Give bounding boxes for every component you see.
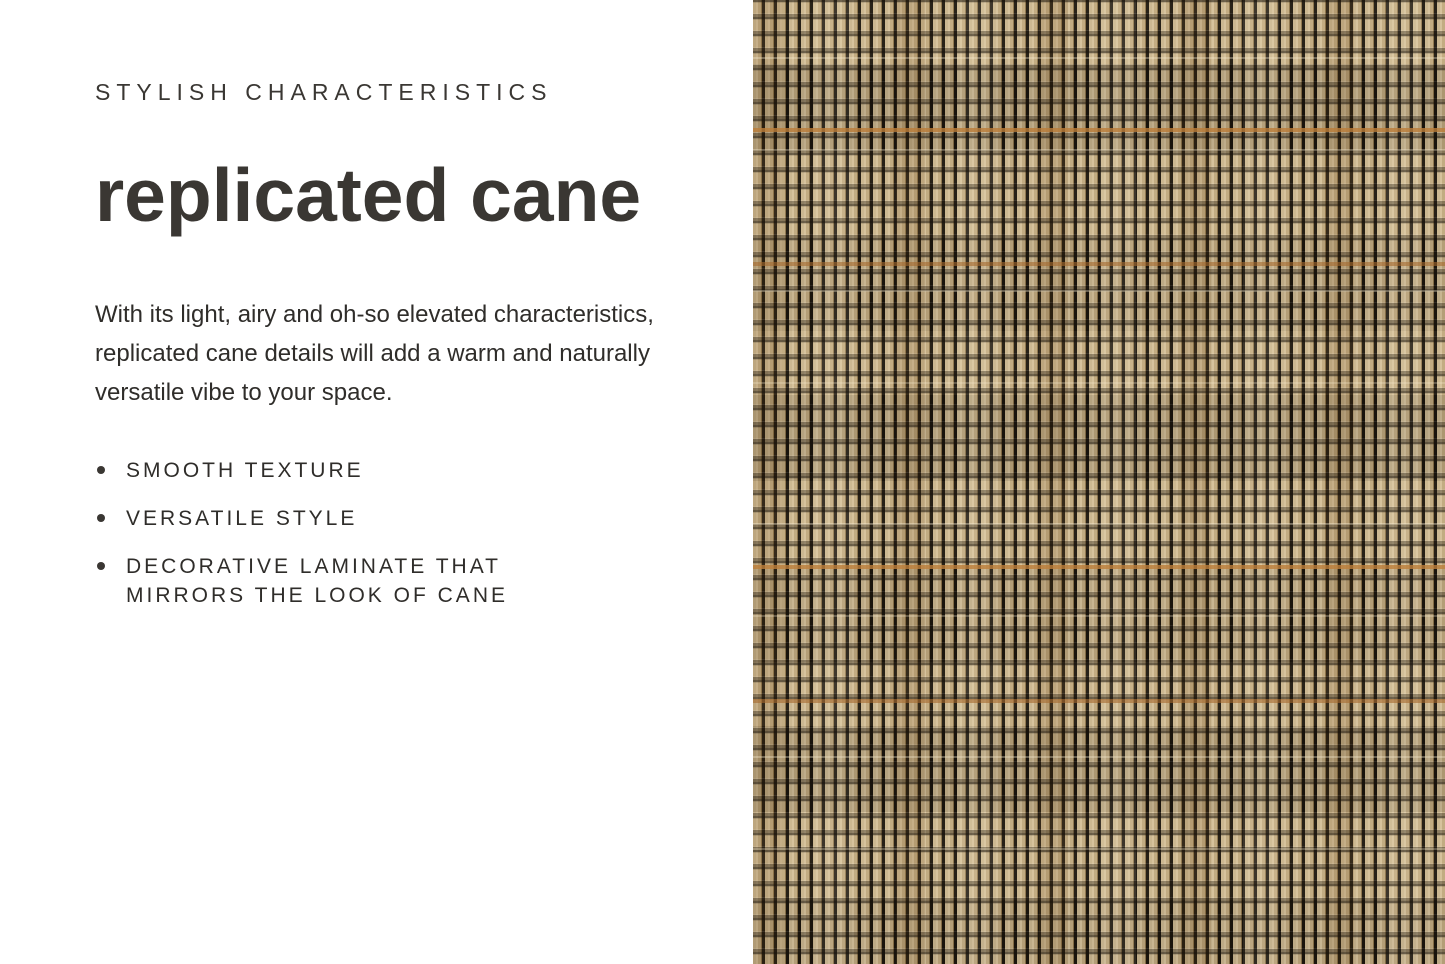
eyebrow-heading: STYLISH CHARACTERISTICS [95, 79, 553, 105]
feature-item [95, 456, 575, 485]
bullet-icon [97, 514, 105, 522]
cane-texture-image [753, 0, 1445, 964]
feature-list [95, 456, 575, 610]
page-title: replicated cane [95, 153, 642, 238]
feature-item [95, 504, 575, 533]
text-panel [95, 80, 695, 629]
feature-item [95, 552, 575, 610]
feature-item-label: SMOOTH TEXTURE [126, 459, 364, 483]
bullet-icon [97, 562, 105, 570]
bullet-icon [97, 466, 105, 474]
description-paragraph: With its light, airy and oh-so elevated characteristics, replicated cane details will add a warm and naturally versatile vibe to your space. [95, 301, 654, 407]
feature-item-label: DECORATIVE LAMINATE THAT MIRRORS THE LOOK OF CANE [126, 555, 508, 608]
feature-item-label: VERSATILE STYLE [126, 507, 358, 531]
